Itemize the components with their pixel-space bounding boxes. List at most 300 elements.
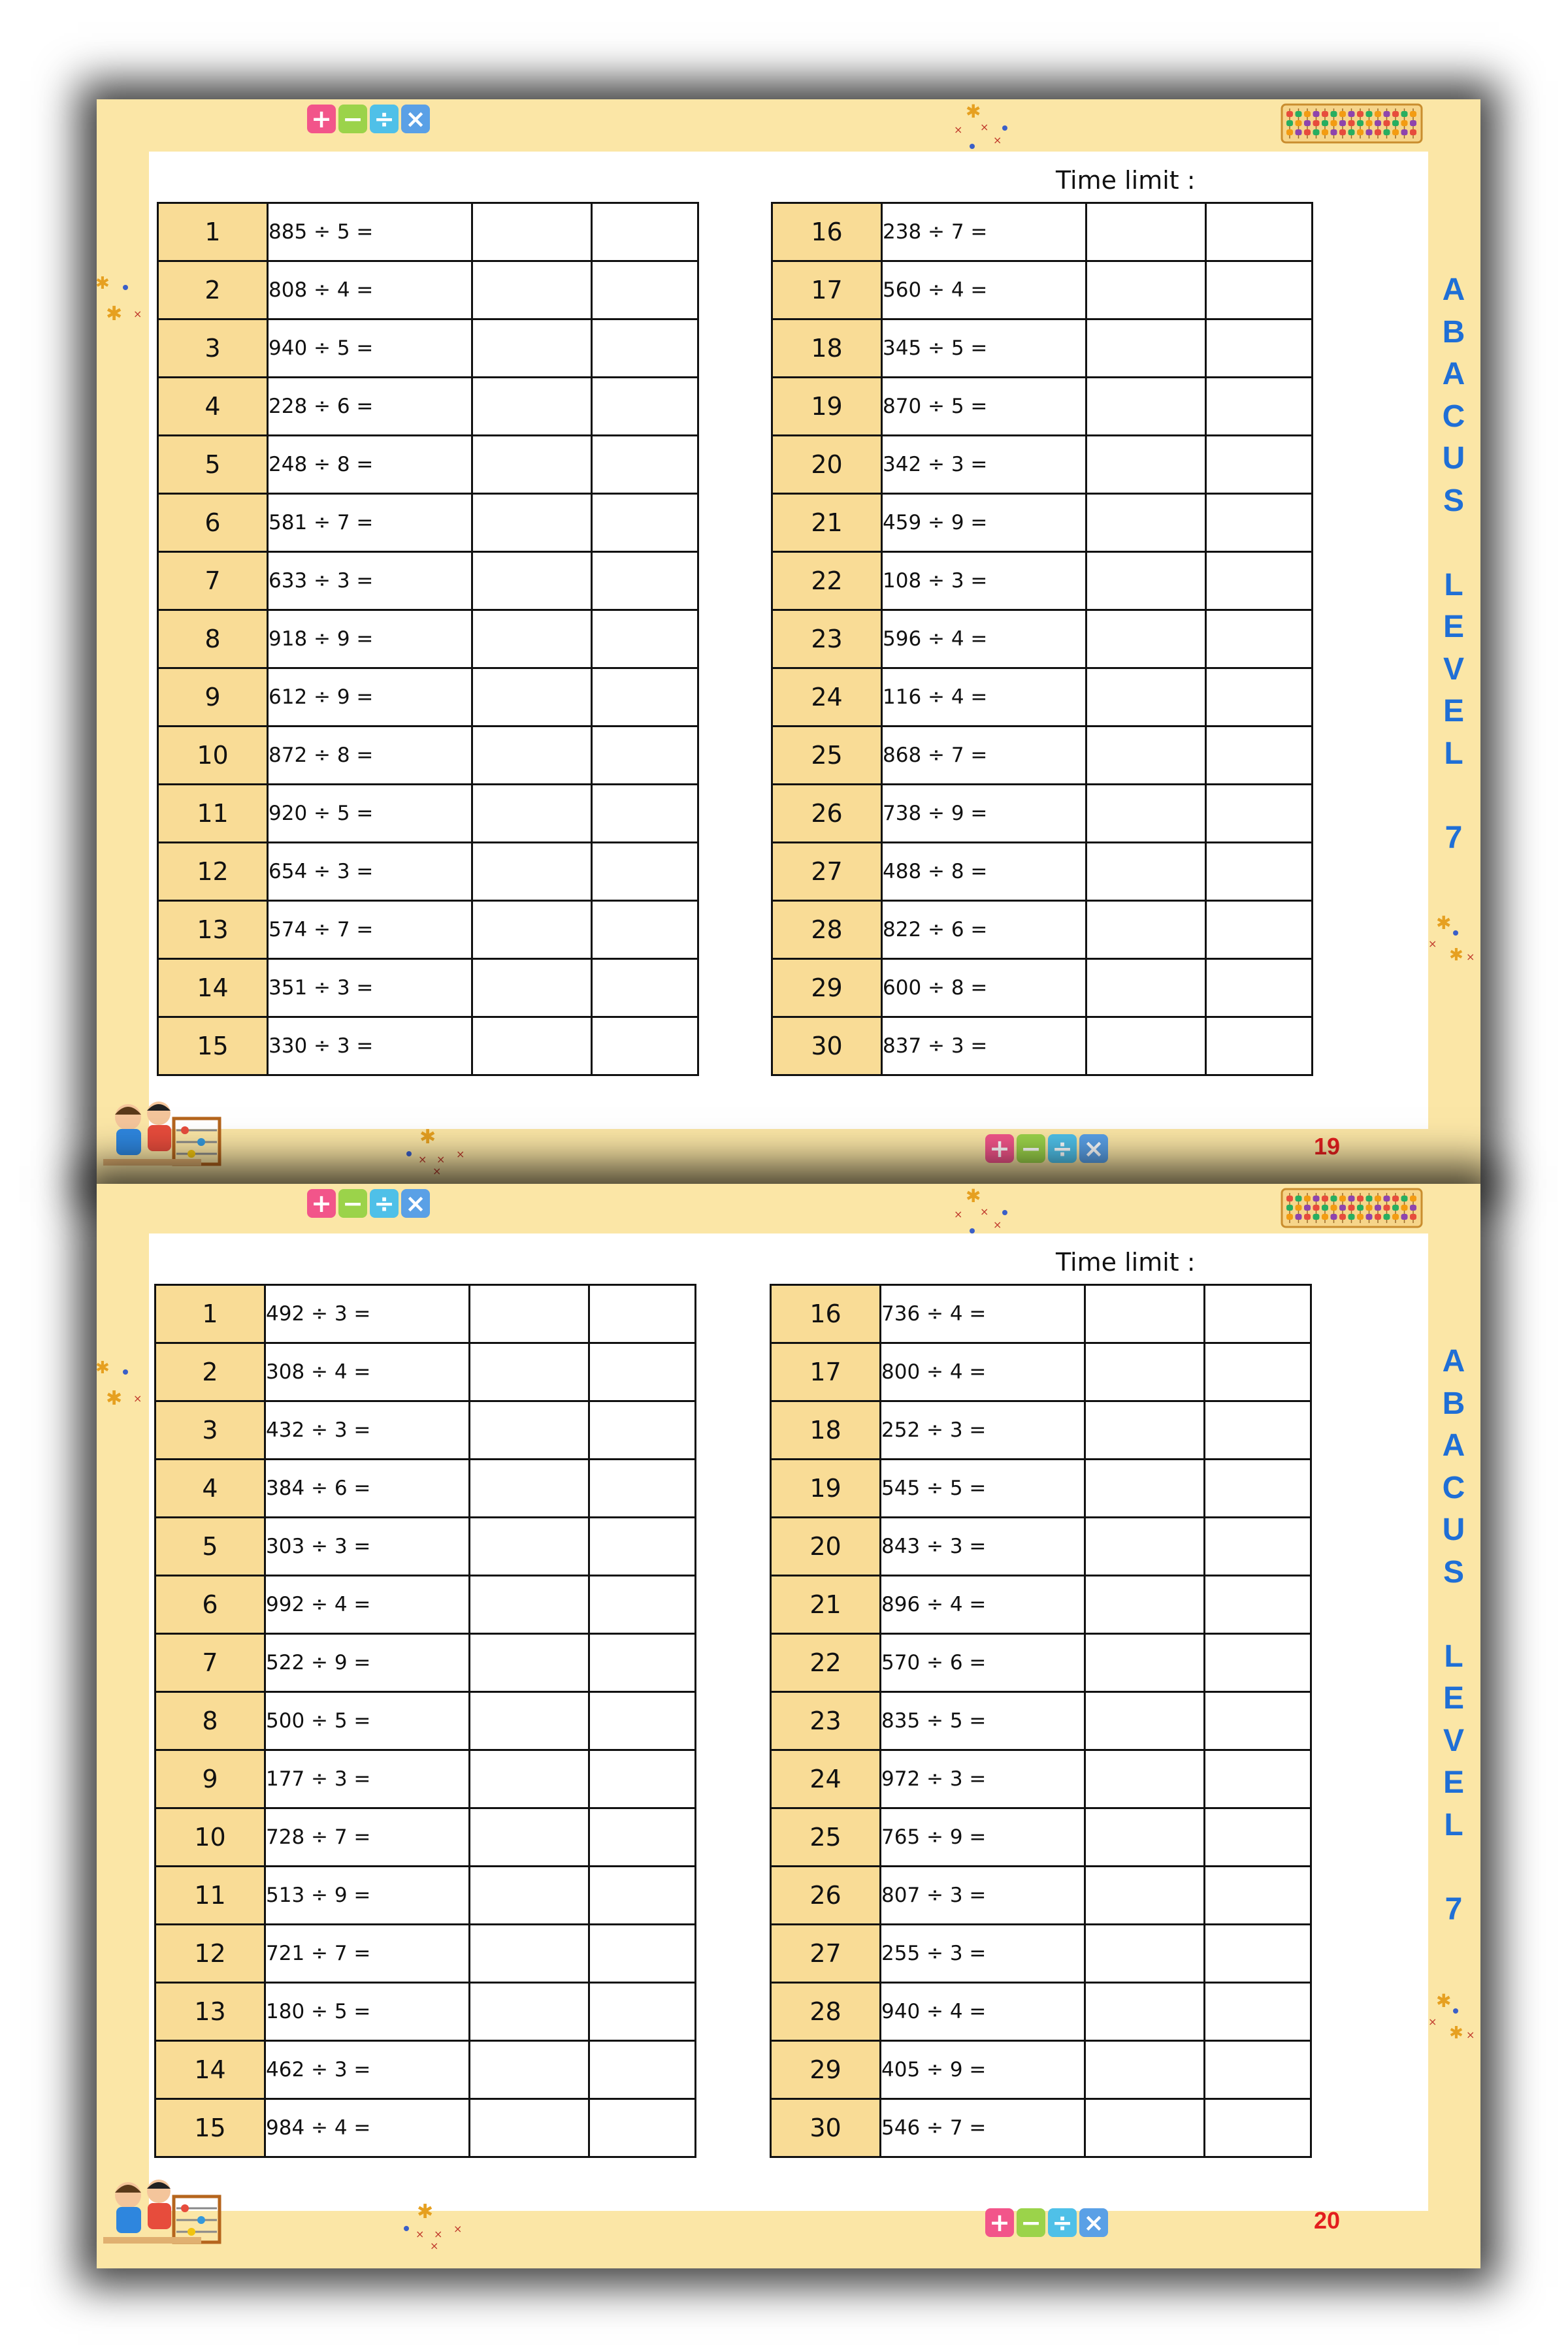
table-row: [772, 261, 1313, 319]
check-cell[interactable]: [1205, 1576, 1311, 1634]
answer-cell[interactable]: [470, 2099, 589, 2157]
answer-cell[interactable]: [1085, 1925, 1205, 1983]
answer-cell[interactable]: [470, 1285, 589, 1343]
answer-cell[interactable]: [1085, 2041, 1205, 2099]
table-row: [158, 436, 698, 494]
problem-expression: 345 ÷ 5 =: [882, 319, 1086, 378]
page-number: 19: [1314, 1133, 1341, 1160]
problem-expression: 303 ÷ 3 =: [265, 1518, 470, 1576]
problem-number: 30: [771, 2099, 881, 2157]
svg-text:✱: ✱: [1449, 2023, 1463, 2043]
problem-expression: 920 ÷ 5 =: [268, 785, 472, 843]
problem-number: 19: [772, 378, 882, 436]
answer-cell[interactable]: [472, 610, 592, 668]
svg-text:✱: ✱: [95, 274, 110, 293]
problem-expression: 972 ÷ 3 =: [881, 1750, 1085, 1808]
problem-expression: 108 ÷ 3 =: [882, 552, 1086, 610]
check-cell[interactable]: [1206, 901, 1313, 959]
table-row: [155, 1518, 696, 1576]
check-cell[interactable]: [592, 785, 698, 843]
check-cell[interactable]: [589, 2099, 696, 2157]
side-label-letter: B: [1442, 1386, 1465, 1421]
problem-number: 26: [772, 785, 882, 843]
problem-number: 4: [158, 378, 268, 436]
answer-cell[interactable]: [470, 1983, 589, 2041]
answer-cell[interactable]: [472, 319, 592, 378]
problem-expression: 581 ÷ 7 =: [268, 494, 472, 552]
answer-cell[interactable]: [470, 1401, 589, 1460]
problem-expression: 574 ÷ 7 =: [268, 901, 472, 959]
side-label-letter: L: [1444, 567, 1463, 602]
answer-cell[interactable]: [1085, 1750, 1205, 1808]
problem-number: 11: [155, 1867, 265, 1925]
problem-expression: 918 ÷ 9 =: [268, 610, 472, 668]
svg-text:✱: ✱: [966, 101, 981, 122]
table-row: [771, 1285, 1311, 1343]
table-row: [771, 1401, 1311, 1460]
table-row: [772, 319, 1313, 378]
sparkle-icon: [93, 269, 152, 335]
problem-expression: 807 ÷ 3 =: [881, 1867, 1085, 1925]
problem-expression: 255 ÷ 3 =: [881, 1925, 1085, 1983]
plus-tile: +: [307, 105, 336, 133]
check-cell[interactable]: [592, 1017, 698, 1075]
svg-text:✱: ✱: [106, 302, 123, 325]
problem-expression: 308 ÷ 4 =: [265, 1343, 470, 1401]
table-row: [772, 378, 1313, 436]
problem-expression: 546 ÷ 7 =: [881, 2099, 1085, 2157]
problem-number: 21: [771, 1576, 881, 1634]
answer-cell[interactable]: [472, 668, 592, 727]
answer-cell[interactable]: [470, 1460, 589, 1518]
answer-cell[interactable]: [470, 1925, 589, 1983]
side-label-letter: L: [1444, 1639, 1463, 1674]
svg-text:✱: ✱: [106, 1387, 123, 1410]
table-row: [155, 1343, 696, 1401]
check-cell[interactable]: [1205, 2099, 1311, 2157]
check-cell[interactable]: [592, 436, 698, 494]
check-cell[interactable]: [1206, 668, 1313, 727]
check-cell[interactable]: [1205, 1634, 1311, 1692]
answer-cell[interactable]: [472, 261, 592, 319]
check-cell[interactable]: [1205, 1401, 1311, 1460]
divide-tile: ÷: [370, 1189, 399, 1218]
page-number: 20: [1314, 2207, 1341, 2234]
table-row: [155, 1925, 696, 1983]
answer-cell[interactable]: [1085, 1808, 1205, 1867]
answer-cell[interactable]: [1085, 1692, 1205, 1750]
table-row: [155, 1750, 696, 1808]
problem-expression: 596 ÷ 4 =: [882, 610, 1086, 668]
answer-cell[interactable]: [472, 959, 592, 1017]
problem-expression: 248 ÷ 8 =: [268, 436, 472, 494]
answer-cell[interactable]: [1086, 319, 1206, 378]
answer-cell[interactable]: [472, 785, 592, 843]
check-cell[interactable]: [1206, 727, 1313, 785]
check-cell[interactable]: [589, 1576, 696, 1634]
svg-text:×: ×: [434, 2228, 443, 2240]
problem-number: 27: [772, 843, 882, 901]
check-cell[interactable]: [1206, 261, 1313, 319]
side-label-letter: E: [1443, 1681, 1464, 1716]
time-limit-label: Time limit :: [1056, 166, 1196, 195]
table-row: [155, 2041, 696, 2099]
problem-expression: 177 ÷ 3 =: [265, 1750, 470, 1808]
table-row: [772, 610, 1313, 668]
table-row: [772, 1017, 1313, 1075]
answer-cell[interactable]: [1086, 261, 1206, 319]
check-cell[interactable]: [1206, 552, 1313, 610]
check-cell[interactable]: [1205, 1925, 1311, 1983]
check-cell[interactable]: [589, 2041, 696, 2099]
problem-table-right: [770, 1284, 1312, 2158]
problem-expression: 351 ÷ 3 =: [268, 959, 472, 1017]
divide-tile: ÷: [1048, 2208, 1077, 2237]
check-cell[interactable]: [1206, 843, 1313, 901]
abacus-level-side-label: [1431, 1341, 1476, 1931]
problem-number: 9: [158, 668, 268, 727]
plus-tile: +: [985, 1134, 1014, 1163]
svg-text:×: ×: [980, 1205, 989, 1218]
sparkle-icon: [401, 2200, 473, 2252]
answer-cell[interactable]: [1086, 727, 1206, 785]
problem-number: 5: [158, 436, 268, 494]
table-row: [772, 436, 1313, 494]
answer-cell[interactable]: [1086, 785, 1206, 843]
check-cell[interactable]: [589, 1983, 696, 2041]
problem-number: 9: [155, 1750, 265, 1808]
answer-cell[interactable]: [1086, 959, 1206, 1017]
problem-number: 24: [771, 1750, 881, 1808]
problem-expression: 570 ÷ 6 =: [881, 1634, 1085, 1692]
check-cell[interactable]: [592, 901, 698, 959]
check-cell[interactable]: [592, 203, 698, 261]
problem-number: 24: [772, 668, 882, 727]
problem-table-left: [154, 1284, 696, 2158]
side-label-letter: E: [1443, 694, 1464, 728]
problem-expression: 738 ÷ 9 =: [882, 785, 1086, 843]
check-cell[interactable]: [592, 552, 698, 610]
side-label-letter: U: [1442, 1512, 1465, 1547]
minus-tile: −: [338, 1189, 367, 1218]
abacus-level-side-label: [1431, 269, 1476, 859]
check-cell[interactable]: [592, 319, 698, 378]
table-row: [772, 203, 1313, 261]
problem-table-left: [157, 202, 699, 1076]
svg-text:✱: ✱: [1436, 912, 1452, 934]
check-cell[interactable]: [589, 1401, 696, 1460]
svg-text:✱: ✱: [95, 1358, 110, 1378]
sparkle-icon: [1427, 909, 1486, 975]
answer-cell[interactable]: [1086, 203, 1206, 261]
problem-expression: 721 ÷ 7 =: [265, 1925, 470, 1983]
answer-cell[interactable]: [470, 1808, 589, 1867]
problem-number: 21: [772, 494, 882, 552]
answer-cell[interactable]: [472, 436, 592, 494]
answer-cell[interactable]: [1085, 1983, 1205, 2041]
check-cell[interactable]: [592, 494, 698, 552]
answer-cell[interactable]: [472, 378, 592, 436]
table-row: [771, 1925, 1311, 1983]
answer-cell[interactable]: [1086, 1017, 1206, 1075]
problem-expression: 462 ÷ 3 =: [265, 2041, 470, 2099]
problem-expression: 940 ÷ 5 =: [268, 319, 472, 378]
problem-expression: 330 ÷ 3 =: [268, 1017, 472, 1075]
problem-number: 14: [158, 959, 268, 1017]
sparkle-icon: [1427, 1987, 1486, 2053]
check-cell[interactable]: [1206, 1017, 1313, 1075]
check-cell[interactable]: [1206, 610, 1313, 668]
problem-expression: 633 ÷ 3 =: [268, 552, 472, 610]
problem-expression: 492 ÷ 3 =: [265, 1285, 470, 1343]
check-cell[interactable]: [592, 727, 698, 785]
abacus-icon: [1281, 103, 1423, 144]
answer-cell[interactable]: [1085, 1401, 1205, 1460]
problem-expression: 835 ÷ 5 =: [881, 1692, 1085, 1750]
problem-number: 17: [771, 1343, 881, 1401]
check-cell[interactable]: [1205, 1750, 1311, 1808]
answer-cell[interactable]: [472, 901, 592, 959]
answer-cell[interactable]: [470, 1343, 589, 1401]
problem-number: 18: [772, 319, 882, 378]
answer-cell[interactable]: [470, 1867, 589, 1925]
answer-cell[interactable]: [470, 1750, 589, 1808]
worksheet-page-20: [97, 1184, 1480, 2268]
problem-expression: 800 ÷ 4 =: [881, 1343, 1085, 1401]
problem-expression: 896 ÷ 4 =: [881, 1576, 1085, 1634]
sparkle-icon: [93, 1354, 152, 1419]
kids-with-abacus-icon: [97, 2177, 234, 2249]
side-label-letter: B: [1442, 314, 1465, 350]
times-tile: ×: [401, 1189, 430, 1218]
svg-text:×: ×: [133, 1392, 142, 1405]
check-cell[interactable]: [1205, 1285, 1311, 1343]
answer-cell[interactable]: [472, 1017, 592, 1075]
problem-number: 5: [155, 1518, 265, 1576]
check-cell[interactable]: [1206, 785, 1313, 843]
problem-expression: 822 ÷ 6 =: [882, 901, 1086, 959]
check-cell[interactable]: [589, 1925, 696, 1983]
problem-number: 10: [158, 727, 268, 785]
check-cell[interactable]: [1205, 1692, 1311, 1750]
problem-expression: 600 ÷ 8 =: [882, 959, 1086, 1017]
check-cell[interactable]: [589, 1808, 696, 1867]
check-cell[interactable]: [1205, 1343, 1311, 1401]
problem-expression: 488 ÷ 8 =: [882, 843, 1086, 901]
answer-cell[interactable]: [472, 727, 592, 785]
minus-tile: −: [1017, 2208, 1045, 2237]
problem-number: 3: [155, 1401, 265, 1460]
problem-expression: 808 ÷ 4 =: [268, 261, 472, 319]
svg-text:×: ×: [453, 2223, 463, 2235]
problem-expression: 843 ÷ 3 =: [881, 1518, 1085, 1576]
table-row: [771, 2099, 1311, 2157]
worksheet-page-19: [97, 99, 1480, 1184]
problem-number: 6: [158, 494, 268, 552]
check-cell[interactable]: [589, 1343, 696, 1401]
side-label-letter: A: [1442, 357, 1465, 391]
answer-cell[interactable]: [472, 843, 592, 901]
check-cell[interactable]: [1205, 1808, 1311, 1867]
answer-cell[interactable]: [1085, 1285, 1205, 1343]
check-cell[interactable]: [589, 1750, 696, 1808]
check-cell[interactable]: [1205, 1867, 1311, 1925]
svg-text:×: ×: [1466, 951, 1475, 963]
answer-cell[interactable]: [472, 552, 592, 610]
table-row: [158, 261, 698, 319]
problem-number: 20: [772, 436, 882, 494]
check-cell[interactable]: [592, 610, 698, 668]
svg-text:✱: ✱: [1436, 1990, 1452, 2012]
answer-cell[interactable]: [1085, 1518, 1205, 1576]
table-row: [158, 552, 698, 610]
table-row: [155, 1401, 696, 1460]
table-row: [771, 1460, 1311, 1518]
check-cell[interactable]: [592, 668, 698, 727]
svg-text:✱: ✱: [966, 1185, 981, 1207]
side-label-letter: L: [1444, 736, 1463, 771]
problem-number: 26: [771, 1867, 881, 1925]
side-label-letter: A: [1442, 1428, 1465, 1463]
check-cell[interactable]: [589, 1460, 696, 1518]
answer-cell[interactable]: [1085, 1576, 1205, 1634]
answer-cell[interactable]: [1085, 1460, 1205, 1518]
answer-cell[interactable]: [1086, 843, 1206, 901]
check-cell[interactable]: [1205, 1460, 1311, 1518]
svg-text:✱: ✱: [1449, 945, 1463, 965]
problem-expression: 405 ÷ 9 =: [881, 2041, 1085, 2099]
problem-expression: 940 ÷ 4 =: [881, 1983, 1085, 2041]
table-row: [772, 668, 1313, 727]
answer-cell[interactable]: [472, 203, 592, 261]
answer-cell[interactable]: [1086, 378, 1206, 436]
plus-tile: +: [307, 1189, 336, 1218]
table-row: [158, 378, 698, 436]
check-cell[interactable]: [592, 378, 698, 436]
side-label-letter: L: [1444, 1807, 1463, 1842]
check-cell[interactable]: [1206, 203, 1313, 261]
table-row: [771, 2041, 1311, 2099]
answer-cell[interactable]: [1085, 1343, 1205, 1401]
problem-number: 18: [771, 1401, 881, 1460]
check-cell[interactable]: [1206, 436, 1313, 494]
answer-cell[interactable]: [1086, 668, 1206, 727]
problem-number: 7: [158, 552, 268, 610]
problem-expression: 384 ÷ 6 =: [265, 1460, 470, 1518]
time-limit-label: Time limit :: [1056, 1248, 1196, 1277]
problem-number: 2: [158, 261, 268, 319]
problem-expression: 837 ÷ 3 =: [882, 1017, 1086, 1075]
answer-cell[interactable]: [1086, 901, 1206, 959]
check-cell[interactable]: [592, 261, 698, 319]
svg-text:×: ×: [993, 1218, 1002, 1231]
problem-number: 28: [771, 1983, 881, 2041]
answer-cell[interactable]: [1086, 552, 1206, 610]
problem-number: 28: [772, 901, 882, 959]
problem-expression: 736 ÷ 4 =: [881, 1285, 1085, 1343]
problem-number: 17: [772, 261, 882, 319]
side-label-letter: S: [1443, 483, 1464, 518]
problem-expression: 459 ÷ 9 =: [882, 494, 1086, 552]
answer-cell[interactable]: [1085, 2099, 1205, 2157]
answer-cell[interactable]: [470, 1576, 589, 1634]
answer-cell[interactable]: [1086, 436, 1206, 494]
problem-expression: 238 ÷ 7 =: [882, 203, 1086, 261]
problem-expression: 522 ÷ 9 =: [265, 1634, 470, 1692]
problem-number: 15: [155, 2099, 265, 2157]
problem-number: 23: [772, 610, 882, 668]
check-cell[interactable]: [592, 843, 698, 901]
check-cell[interactable]: [589, 1867, 696, 1925]
problem-expression: 560 ÷ 4 =: [882, 261, 1086, 319]
problem-number: 8: [155, 1692, 265, 1750]
answer-cell[interactable]: [1085, 1867, 1205, 1925]
check-cell[interactable]: [589, 1285, 696, 1343]
problem-expression: 500 ÷ 5 =: [265, 1692, 470, 1750]
svg-text:✱: ✱: [419, 1126, 436, 1149]
problem-expression: 342 ÷ 3 =: [882, 436, 1086, 494]
sparkle-icon: [953, 1185, 1024, 1237]
problem-number: 15: [158, 1017, 268, 1075]
check-cell[interactable]: [589, 1518, 696, 1576]
svg-text:×: ×: [133, 308, 142, 320]
check-cell[interactable]: [589, 1634, 696, 1692]
check-cell[interactable]: [1206, 378, 1313, 436]
problem-number: 16: [771, 1285, 881, 1343]
check-cell[interactable]: [589, 1692, 696, 1750]
answer-cell[interactable]: [472, 494, 592, 552]
worksheet-body: [149, 152, 1428, 1129]
table-row: [158, 959, 698, 1017]
table-row: [155, 2099, 696, 2157]
answer-cell[interactable]: [470, 1692, 589, 1750]
check-cell[interactable]: [1205, 1983, 1311, 2041]
check-cell[interactable]: [1206, 494, 1313, 552]
answer-cell[interactable]: [1086, 610, 1206, 668]
problem-expression: 885 ÷ 5 =: [268, 203, 472, 261]
problem-expression: 765 ÷ 9 =: [881, 1808, 1085, 1867]
check-cell[interactable]: [592, 959, 698, 1017]
side-label-letter: S: [1443, 1554, 1464, 1590]
check-cell[interactable]: [1205, 2041, 1311, 2099]
side-label-letter: A: [1442, 272, 1465, 307]
table-row: [772, 785, 1313, 843]
kids-with-abacus-icon: [97, 1099, 234, 1171]
problem-expression: 116 ÷ 4 =: [882, 668, 1086, 727]
answer-cell[interactable]: [470, 1634, 589, 1692]
svg-text:×: ×: [1466, 2029, 1475, 2041]
problem-expression: 252 ÷ 3 =: [881, 1401, 1085, 1460]
problem-expression: 228 ÷ 6 =: [268, 378, 472, 436]
answer-cell[interactable]: [1085, 1634, 1205, 1692]
problem-number: 13: [158, 901, 268, 959]
answer-cell[interactable]: [1086, 494, 1206, 552]
check-cell[interactable]: [1206, 319, 1313, 378]
answer-cell[interactable]: [470, 2041, 589, 2099]
answer-cell[interactable]: [470, 1518, 589, 1576]
svg-text:×: ×: [954, 123, 963, 136]
math-operators-icon: [985, 2208, 1108, 2237]
check-cell[interactable]: [1206, 959, 1313, 1017]
problem-number: 29: [772, 959, 882, 1017]
table-row: [155, 1285, 696, 1343]
problem-number: 8: [158, 610, 268, 668]
problem-number: 22: [771, 1634, 881, 1692]
table-row: [155, 1867, 696, 1925]
table-row: [158, 668, 698, 727]
check-cell[interactable]: [1205, 1518, 1311, 1576]
svg-text:×: ×: [980, 121, 989, 133]
